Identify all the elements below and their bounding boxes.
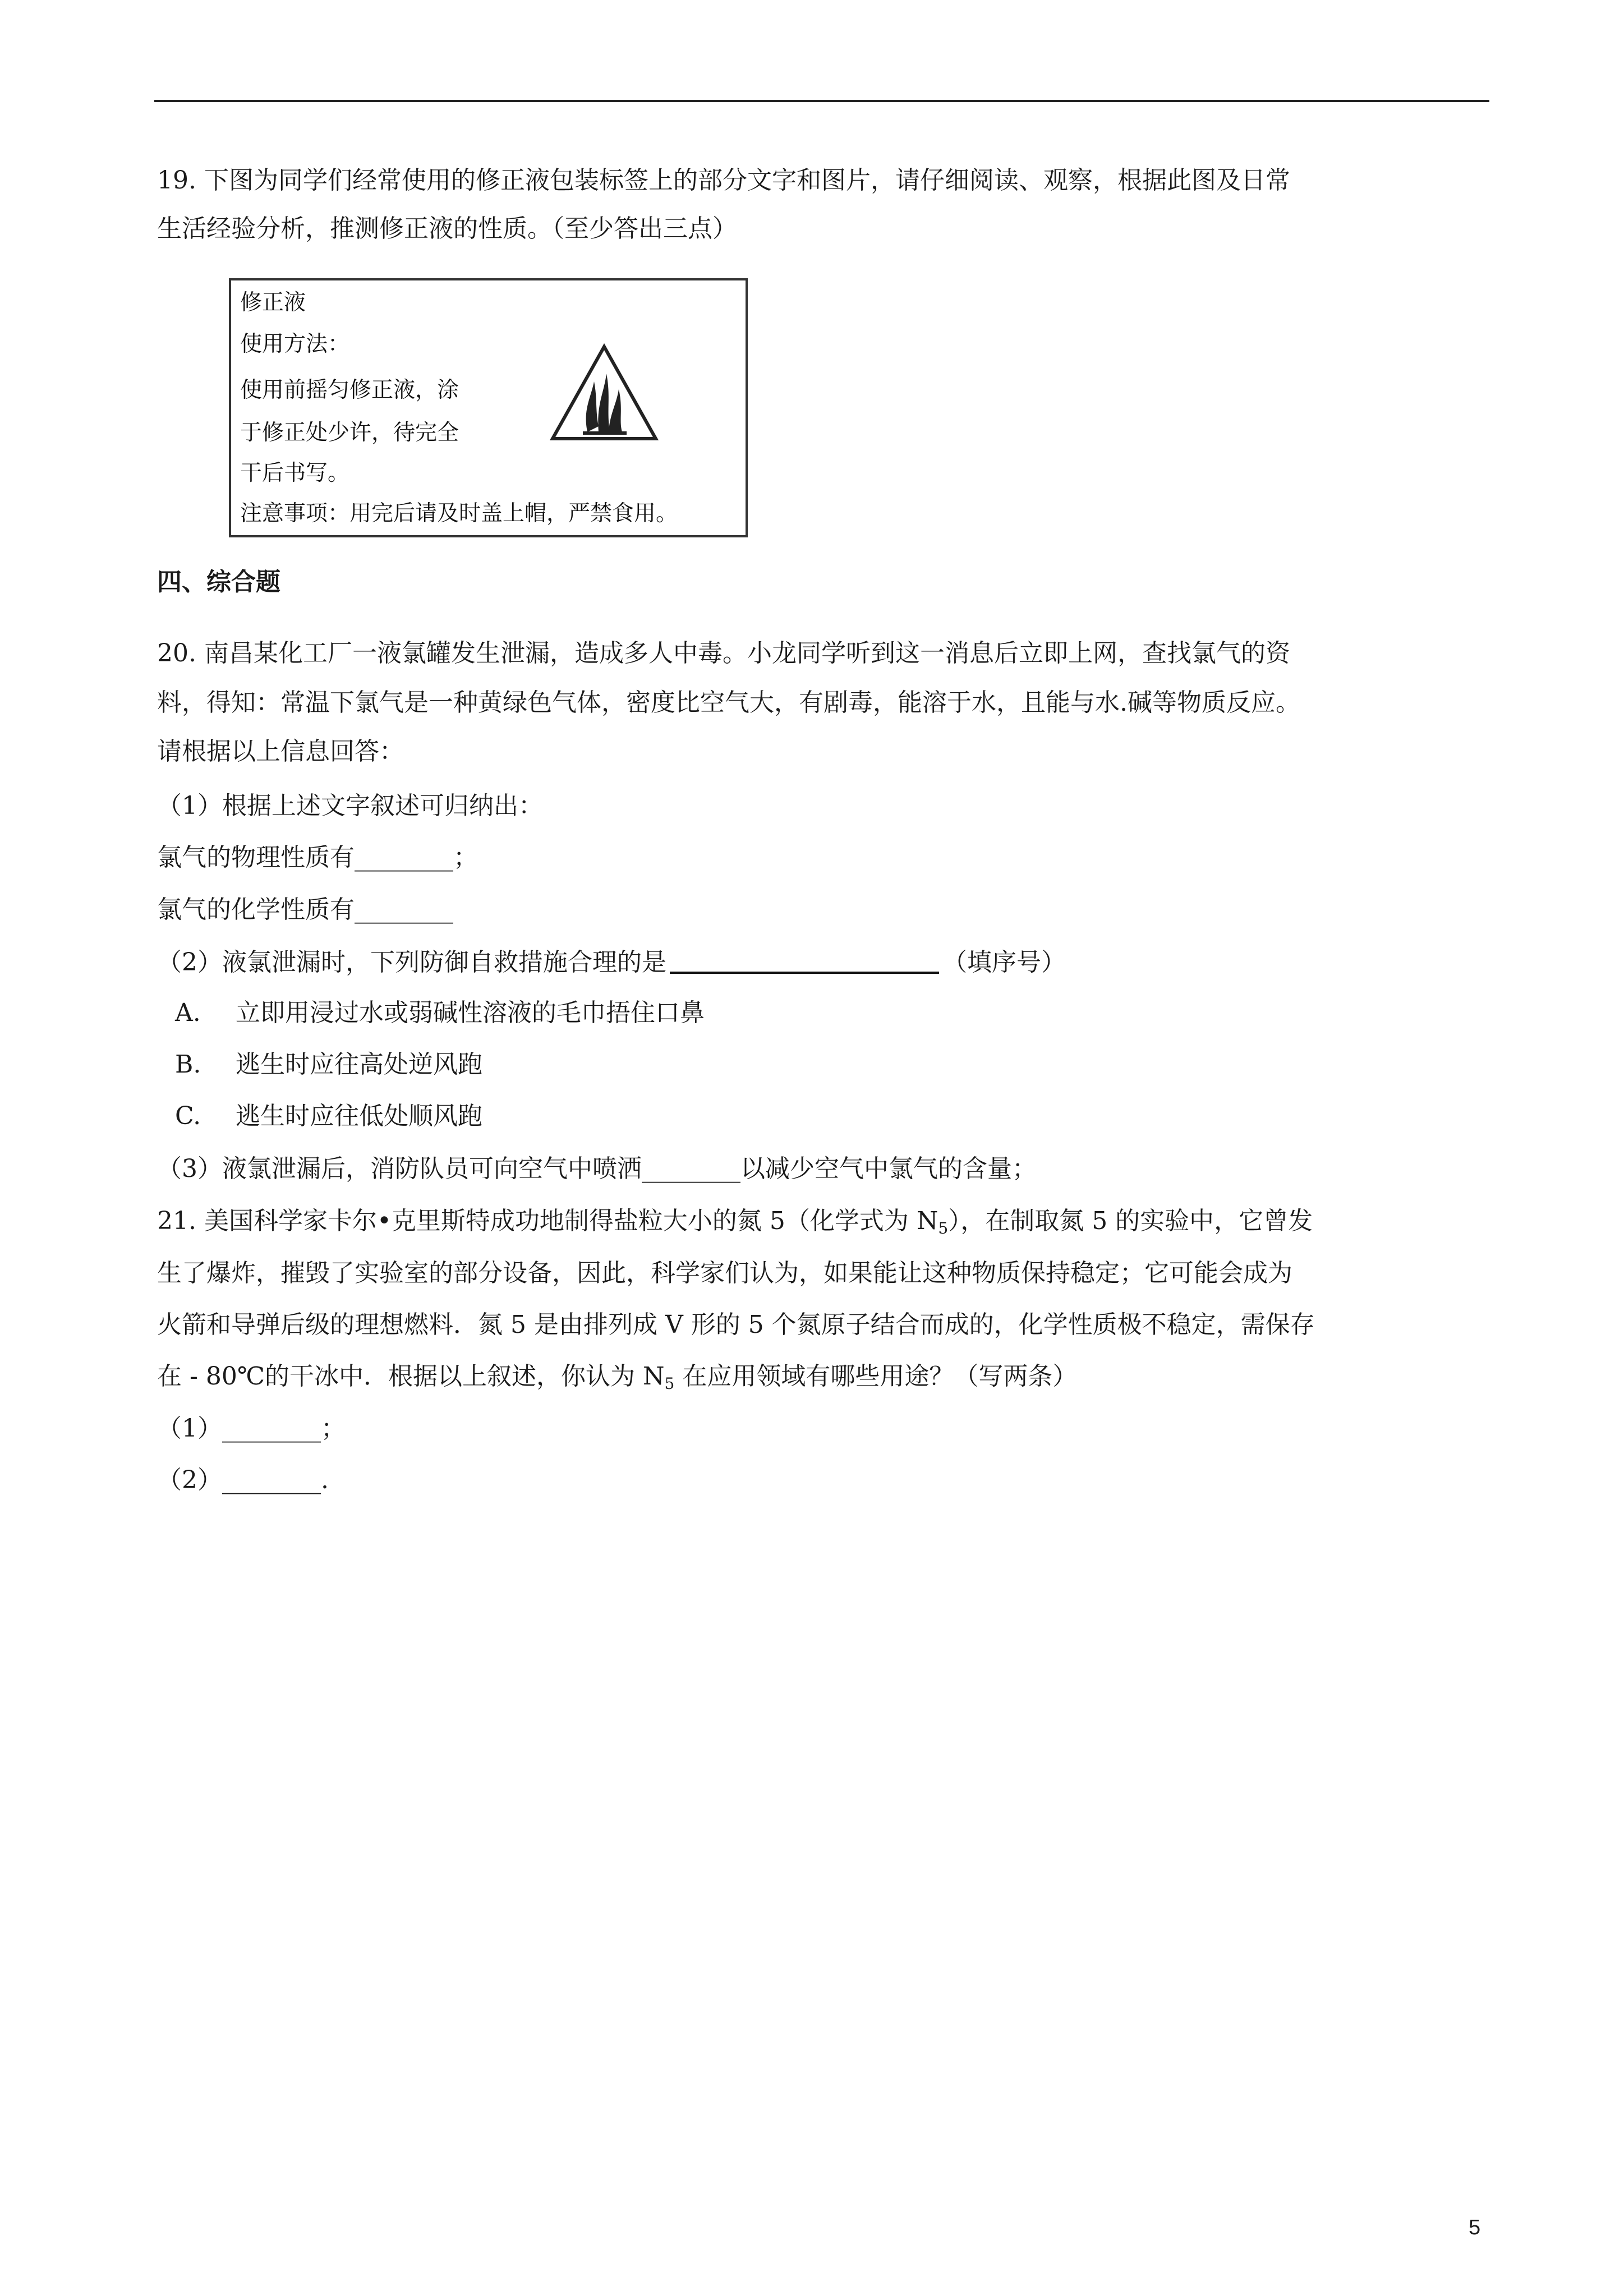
q21-line-1-start: 21. 美国科学家卡尔•克里斯特成功地制得盐粒大小的氮 5（化学式为 N [157,1207,938,1235]
section-heading: 四、综合题 [157,568,280,596]
q20-part-2 [157,949,1066,975]
q19-line-2: 生活经验分析，推测修正液的性质。（至少答出三点） [157,214,737,243]
q21-line-4-start: 在 - 80℃的干冰中．根据以上叙述，你认为 N [157,1362,665,1391]
option-text-c: 逃生时应往低处顺风跑 [236,1102,482,1130]
q20-part-1: （1）根据上述文字叙述可归纳出： [157,792,543,820]
option-text-a: 立即用浸过水或弱碱性溶液的毛巾捂住口鼻 [236,999,705,1027]
q21-line-4 [157,1364,1077,1392]
q20-physical-properties: 氯气的物理性质有________； [157,843,478,872]
label-usage-line-3: 干后书写。 [240,461,350,486]
q20-part-2-suffix: （填序号） [942,948,1066,977]
label-usage-line-2: 于修正处少许，待完全 [240,420,459,445]
q21-line-1 [157,1209,1313,1236]
q20-chemical-properties: 氯气的化学性质有________ [157,895,453,924]
option-letter-c: C. [175,1102,201,1130]
q21-line-2: 生了爆炸，摧毁了实验室的部分设备，因此，科学家们认为，如果能让这种物质保持稳定；它可能会成为 [157,1259,1292,1287]
q21-answer-1: （1）________； [157,1414,346,1443]
correction-fluid-label [229,278,748,537]
answer-blank[interactable] [670,949,939,974]
q21-line-3: 火箭和导弹后级的理想燃料．氮 5 是由排列成 V 形的 5 个氮原子结合而成的，化学性质极不稳定，需保存 [157,1310,1315,1339]
page-number: 5 [1469,2216,1481,2239]
option-letter-b: B. [175,1050,201,1079]
q20-line-2: 料，得知：常温下氯气是一种黄绿色气体，密度比空气大，有剧毒，能溶于水，且能与水.碱等物质反应。 [157,688,1300,717]
label-title: 修正液 [240,290,306,315]
q21-line-4-end: 在应用领域有哪些用途？（写两条） [674,1362,1078,1391]
q20-part-3: （3）液氯泄漏后，消防队员可向空气中喷洒________以减少空气中氯气的含量； [157,1154,1037,1183]
q20-part-2-prompt: （2）液氯泄漏时，下列防御自救措施合理的是 [157,948,666,977]
q20-line-1: 20. 南昌某化工厂一液氯罐发生泄漏，造成多人中毒。小龙同学听到这一消息后立即上网，查找氯气的资 [157,639,1290,668]
flammable-warning-icon [548,342,660,443]
subscript-5: 5 [664,1374,675,1393]
subscript-5: 5 [938,1219,949,1237]
q19-line-1: 19. 下图为同学们经常使用的修正液包装标签上的部分文字和图片，请仔细阅读、观察，根据此图及日常 [157,166,1290,195]
header-rule [154,100,1489,102]
label-notice: 注意事项：用完后请及时盖上帽，严禁食用。 [240,501,678,526]
q20-line-3: 请根据以上信息回答： [157,737,404,766]
option-letter-a: A. [175,999,201,1027]
label-usage-heading: 使用方法： [240,332,350,357]
q21-line-1-end: ），在制取氮 5 的实验中，它曾发 [948,1207,1313,1235]
q21-answer-2: （2）________. [157,1466,329,1494]
option-text-b: 逃生时应往高处逆风跑 [236,1050,482,1079]
label-usage-line-1: 使用前摇匀修正液，涂 [240,378,459,403]
